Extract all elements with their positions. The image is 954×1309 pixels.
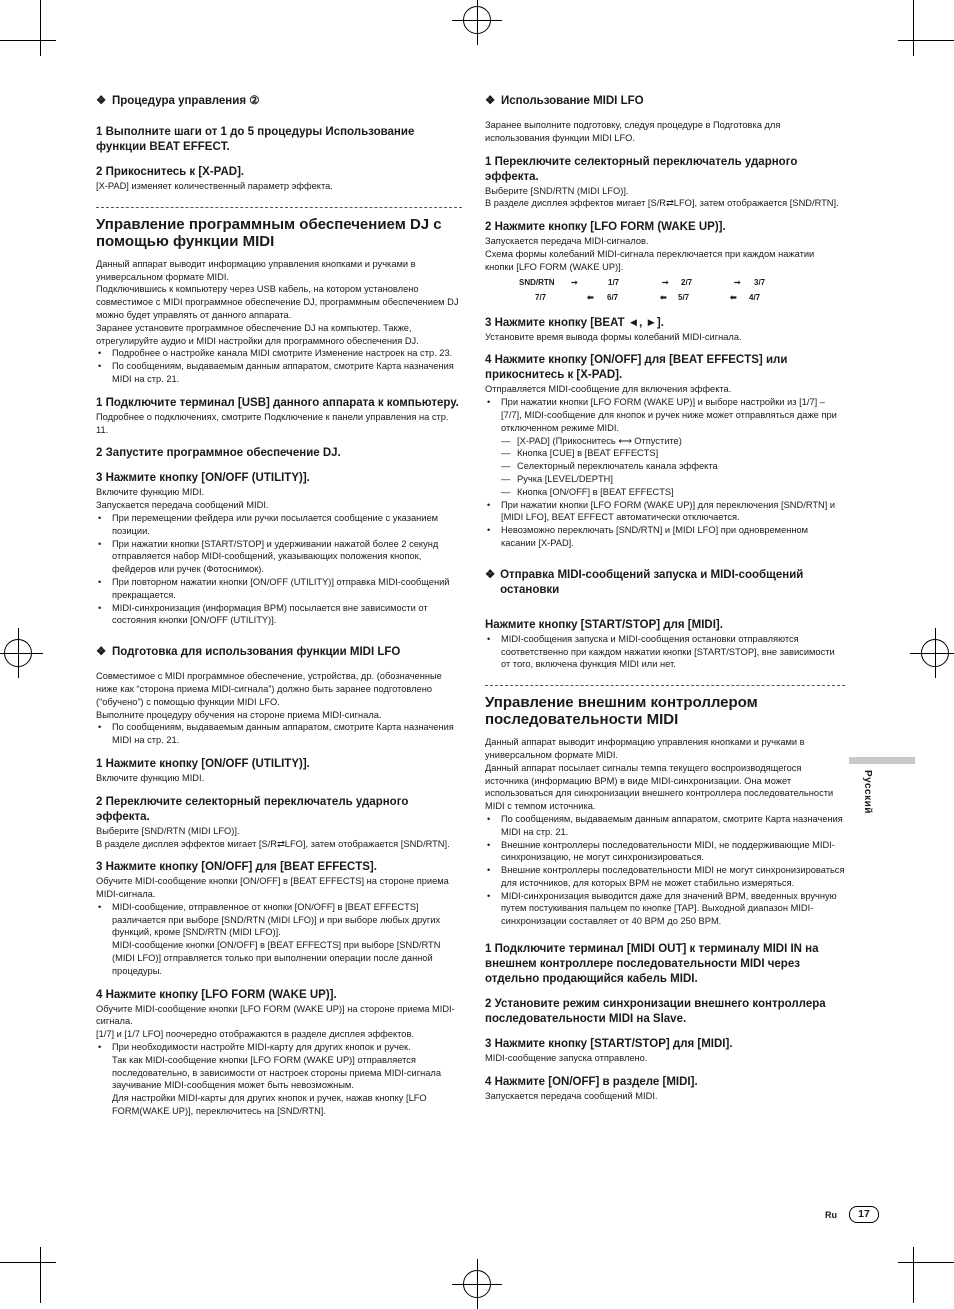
list-item: • MIDI-сообщения запуска и MIDI-сообщения остановки отправляются соответственно при каждом нажатии кнопки [START/STOP], вне зависимости от того, включена функция MIDI или нет. xyxy=(485,633,845,671)
diagram-label: 6/7 xyxy=(607,292,619,302)
body-text: Выберите [SND/RTN (MIDI LFO)]. В разделе дисплея эффектов мигает [S/R⇄LFO], затем отображается [SND/RTN]. xyxy=(96,825,450,849)
crop-mark xyxy=(898,40,954,41)
bullet-list xyxy=(96,347,462,385)
step-heading: 4 Нажмите кнопку [LFO FORM (WAKE UP)]. xyxy=(96,988,337,1001)
list-item: • MIDI-сообщение, отправленное от кнопки [ON/OFF] в [BEAT EFFECTS] различается при выборе [SND/RTN (MIDI LFO)] и при выборе любых других функций, кроме [SND/RTN (MIDI LFO)]. MIDI-сообщение кнопки [ON/OFF] в [BEAT EFFECTS] при выборе [SND/RTN (MIDI LFO)] отправляется только при выполнении операции после данной процедуры. xyxy=(96,901,462,978)
step-heading: 2 Прикоснитесь к [X-PAD]. xyxy=(96,166,245,178)
arrow-left-icon: ⬅ xyxy=(587,292,594,302)
step-heading: 3 Нажмите кнопку [BEAT ◄, ►]. xyxy=(485,316,664,329)
body-text: Установите время вывода формы колебаний MIDI-сигнала. xyxy=(485,331,742,342)
list-item: — [X-PAD] (Прикоснитесь ⟷ Отпустите) xyxy=(485,435,845,448)
step-heading: 1 Нажмите кнопку [ON/OFF (UTILITY)]. xyxy=(96,757,310,770)
registration-mark xyxy=(4,639,32,667)
footer-language: Ru xyxy=(825,1210,837,1220)
list-item: • По сообщениям, выдаваемым данным аппаратом, смотрите Карта назначения MIDI на стр. 21. xyxy=(96,721,462,747)
section-divider xyxy=(96,207,462,208)
language-tab-bar xyxy=(849,757,915,764)
step-heading: 4 Нажмите кнопку [ON/OFF] для [BEAT EFFECTS] или прикоснитесь к [X-PAD]. xyxy=(485,354,788,382)
step-heading: 1 Подключите терминал [USB] данного аппарата к компьютеру. xyxy=(96,396,459,409)
step-heading: 2 Установите режим синхронизации внешнего контроллера последовательности MIDI на Slave. xyxy=(485,998,826,1026)
language-tab-label: Русский xyxy=(862,770,873,814)
body-text: Включите функцию MIDI. Запускается передача сообщений MIDI. xyxy=(96,487,269,511)
section-heading: ❖ Подготовка для использования функции MIDI LFO xyxy=(96,646,401,659)
registration-mark xyxy=(463,1270,491,1298)
list-item: • При нажатии кнопки [LFO FORM (WAKE UP)] и выборе настройки из [1/7] – [7/7], MIDI-сообщение для кнопок и ручек ниже может отправляться даже при отключенном режиме MIDI. xyxy=(485,396,845,434)
body-text: Включите функцию MIDI. xyxy=(96,772,205,783)
right-column xyxy=(485,94,845,1103)
section-heading: ❖ Отправка MIDI-сообщений запуска и MIDI-сообщений остановки xyxy=(485,568,804,596)
body-text: Запускается передача сообщений MIDI. xyxy=(485,1090,658,1101)
crop-mark xyxy=(40,1247,41,1303)
registration-mark xyxy=(463,6,491,34)
section-title: Управление внешним контроллером последовательности MIDI xyxy=(485,694,758,729)
body-text: Обучите MIDI-сообщение кнопки [LFO FORM (WAKE UP)] на стороне приема MIDI-сигнала. [1/7] и [1/7 LFO] поочередно отображаются в разделе дисплея эффектов. xyxy=(96,1003,455,1040)
bullet-list xyxy=(96,901,462,978)
list-item: • По сообщениям, выдаваемым данным аппаратом, смотрите Карта назначения MIDI на стр. 21. xyxy=(96,360,462,386)
step-heading: 1 Выполните шаги от 1 до 5 процедуры Использование функции BEAT EFFECT. xyxy=(96,126,415,153)
list-item: • При нажатии кнопки [LFO FORM (WAKE UP)] для переключения [SND/RTN] и [MIDI LFO], BEAT EFFECT автоматически отключается. xyxy=(485,499,845,525)
bullet-list xyxy=(96,721,462,747)
bullet-list xyxy=(485,633,845,671)
list-item: — Кнопка [CUE] в [BEAT EFFECTS] xyxy=(485,447,845,460)
lfo-cycle-diagram xyxy=(485,278,845,308)
diagram-label: SND/RTN xyxy=(519,277,555,287)
list-item: — Кнопка [ON/OFF] в [BEAT EFFECTS] xyxy=(485,486,845,499)
registration-mark xyxy=(921,639,949,667)
list-item: • При перемещении фейдера или ручки посылается сообщение с указанием позиции. xyxy=(96,512,462,538)
list-item: • При нажатии кнопки [START/STOP] и удерживании нажатой более 2 секунд отправляется набор MIDI-сообщений, указывающих положения кнопок, фейдеров или ручек (Фотоснимок). xyxy=(96,538,462,576)
step-heading: 4 Нажмите [ON/OFF] в разделе [MIDI]. xyxy=(485,1075,698,1088)
section-heading: ❖ Процедура управления ② xyxy=(96,95,260,107)
list-item: • При повторном нажатии кнопки [ON/OFF (UTILITY)] отправка MIDI-сообщений прекращается. xyxy=(96,576,462,602)
bullet-list xyxy=(485,396,845,434)
step-heading: 1 Подключите терминал [MIDI OUT] к терминалу MIDI IN на внешнем контроллере последовательности MIDI через отдельно продающийся кабель MIDI. xyxy=(485,943,819,986)
crop-mark xyxy=(913,0,914,56)
crop-mark xyxy=(0,1262,56,1263)
list-item: • Невозможно переключать [SND/RTN] и [MIDI LFO] при одновременном касании [X-PAD]. xyxy=(485,524,845,550)
dash-list xyxy=(485,435,845,499)
bullet-list xyxy=(485,499,845,550)
step-heading: 3 Нажмите кнопку [START/STOP] для [MIDI]. xyxy=(485,1038,733,1051)
body-text: Совместимое с MIDI программное обеспечение, устройства, др. (обозначенные ниже как “сторона приема MIDI-сигнала”) должно быть заранее подготовлено (“обучено”) с помощью функции MIDI LFO. Выполните процедуру обучения на стороне приема MIDI-сигнала. xyxy=(96,671,442,720)
page-title: Управление программным обеспечением DJ с помощью функции MIDI xyxy=(96,215,442,250)
list-item: • MIDI-синхронизация (информация BPM) посылается вне зависимости от состояния кнопки [ON/OFF (UTILITY)]. xyxy=(96,602,462,628)
bullet-list xyxy=(96,1041,462,1118)
list-item: — Селекторный переключатель канала эффекта xyxy=(485,460,845,473)
diagram-label: 4/7 xyxy=(749,292,761,302)
body-text: Запускается передача MIDI-сигналов. Схема формы колебаний MIDI-сигнала переключается при каждом нажатии кнопки [LFO FORM (WAKE UP)]. xyxy=(485,236,815,272)
body-text: MIDI-сообщение запуска отправлено. xyxy=(485,1053,648,1064)
crop-mark xyxy=(0,40,56,41)
diagram-label: 2/7 xyxy=(681,277,693,287)
crop-mark xyxy=(913,1247,914,1303)
step-heading: 2 Нажмите кнопку [LFO FORM (WAKE UP)]. xyxy=(485,221,726,234)
list-item: • Внешние контроллеры последовательности MIDI не могут синхронизироваться для источников, для которых BPM не может стабильно измеряться. xyxy=(485,864,845,890)
step-heading: 1 Переключите селекторный переключатель ударного эффекта. xyxy=(485,155,798,183)
diagram-label: 3/7 xyxy=(754,277,766,287)
arrow-right-icon: ➞ xyxy=(571,277,578,287)
body-text: [X-PAD] изменяет количественный параметр эффекта. xyxy=(96,181,333,191)
step-heading: 2 Запустите программное обеспечение DJ. xyxy=(96,447,341,460)
diagram-label: 1/7 xyxy=(608,277,620,287)
page-number: 17 xyxy=(849,1206,879,1223)
arrow-left-icon: ⬅ xyxy=(660,292,667,302)
crop-mark xyxy=(898,1262,954,1263)
body-text: Отправляется MIDI-сообщение для включения эффекта. xyxy=(485,384,732,395)
diagram-label: 7/7 xyxy=(535,292,547,302)
list-item: • По сообщениям, выдаваемым данным аппаратом, смотрите Карта назначения MIDI на стр. 21. xyxy=(485,813,845,839)
bullet-list xyxy=(96,512,462,627)
arrow-right-icon: ➞ xyxy=(734,277,741,287)
arrow-left-icon: ⬅ xyxy=(730,292,737,302)
list-item: • Подробнее о настройке канала MIDI смотрите Изменение настроек на стр. 23. xyxy=(96,347,462,360)
crop-mark xyxy=(40,0,41,56)
list-item: • MIDI-синхронизация выводится даже для значений BPM, введенных вручную путем постукивания пальцем по кнопке [TAP]. Выходной диапазон MIDI-синхронизации составляет от 40 BPM до 250 BPM. xyxy=(485,890,845,928)
list-item: — Ручка [LEVEL/DEPTH] xyxy=(485,473,845,486)
section-heading: ❖ Использование MIDI LFO xyxy=(485,95,644,107)
arrow-right-icon: ➞ xyxy=(662,277,669,287)
body-text: Выберите [SND/RTN (MIDI LFO)]. В разделе дисплея эффектов мигает [S/R⇄LFO], затем отображается [SND/RTN]. xyxy=(485,185,839,209)
body-text: Подробнее о подключениях, смотрите Подключение к панели управления на стр. 11. xyxy=(96,411,449,435)
diagram-label: 5/7 xyxy=(678,292,690,302)
step-heading: 2 Переключите селекторный переключатель ударного эффекта. xyxy=(96,795,409,823)
step-heading: Нажмите кнопку [START/STOP] для [MIDI]. xyxy=(485,618,723,631)
list-item: • При необходимости настройте MIDI-карту для других кнопок и ручек. Так как MIDI-сообщение кнопки [LFO FORM (WAKE UP)] отправляется последовательно, в зависимости от настроек стороны приема MIDI-сигнала заучивание MIDI-сообщения может быть невозможным. Для настройки MIDI-карты для других кнопок и ручек, нажав кнопку [LFO FORM(WAKE UP)], переключитесь на [SND/RTN]. xyxy=(96,1041,462,1118)
step-heading: 3 Нажмите кнопку [ON/OFF] для [BEAT EFFECTS]. xyxy=(96,861,377,874)
left-column xyxy=(96,94,462,1118)
step-heading: 3 Нажмите кнопку [ON/OFF (UTILITY)]. xyxy=(96,472,310,485)
section-divider xyxy=(485,685,845,686)
bullet-list xyxy=(485,813,845,928)
body-text: Данный аппарат выводит информацию управления кнопками и ручками в универсальном формате MIDI. Данный аппарат посылает сигналы темпа текущего воспроизводящегося источника (информацию BPM) в виде MIDI-синхронизации. Она может использоваться для синхронизации внешнего контроллера последовательности MIDI с темпом источника. xyxy=(485,737,834,812)
body-text: Обучите MIDI-сообщение кнопки [ON/OFF] в [BEAT EFFECTS] на стороне приема MIDI-сигнала. xyxy=(96,876,449,900)
body-text: Данный аппарат выводит информацию управления кнопками и ручками в универсальном формате MIDI. Подключившись к компьютеру через USB кабель, на котором установлено совместимое с MIDI программное обеспечение DJ, программным обеспечением DJ можно будет управлять от данного аппарата. Заранее установите программное обеспечение DJ на компьютер. Также, отрегулируйте аудио и MIDI настройки для программного обеспечения DJ. xyxy=(96,258,459,346)
body-text: Заранее выполните подготовку, следуя процедуре в Подготовка для использования функции MIDI LFO. xyxy=(485,120,781,143)
list-item: • Внешние контроллеры последовательности MIDI, не поддерживающие MIDI-синхронизацию, не могут синхронизироваться. xyxy=(485,839,845,865)
